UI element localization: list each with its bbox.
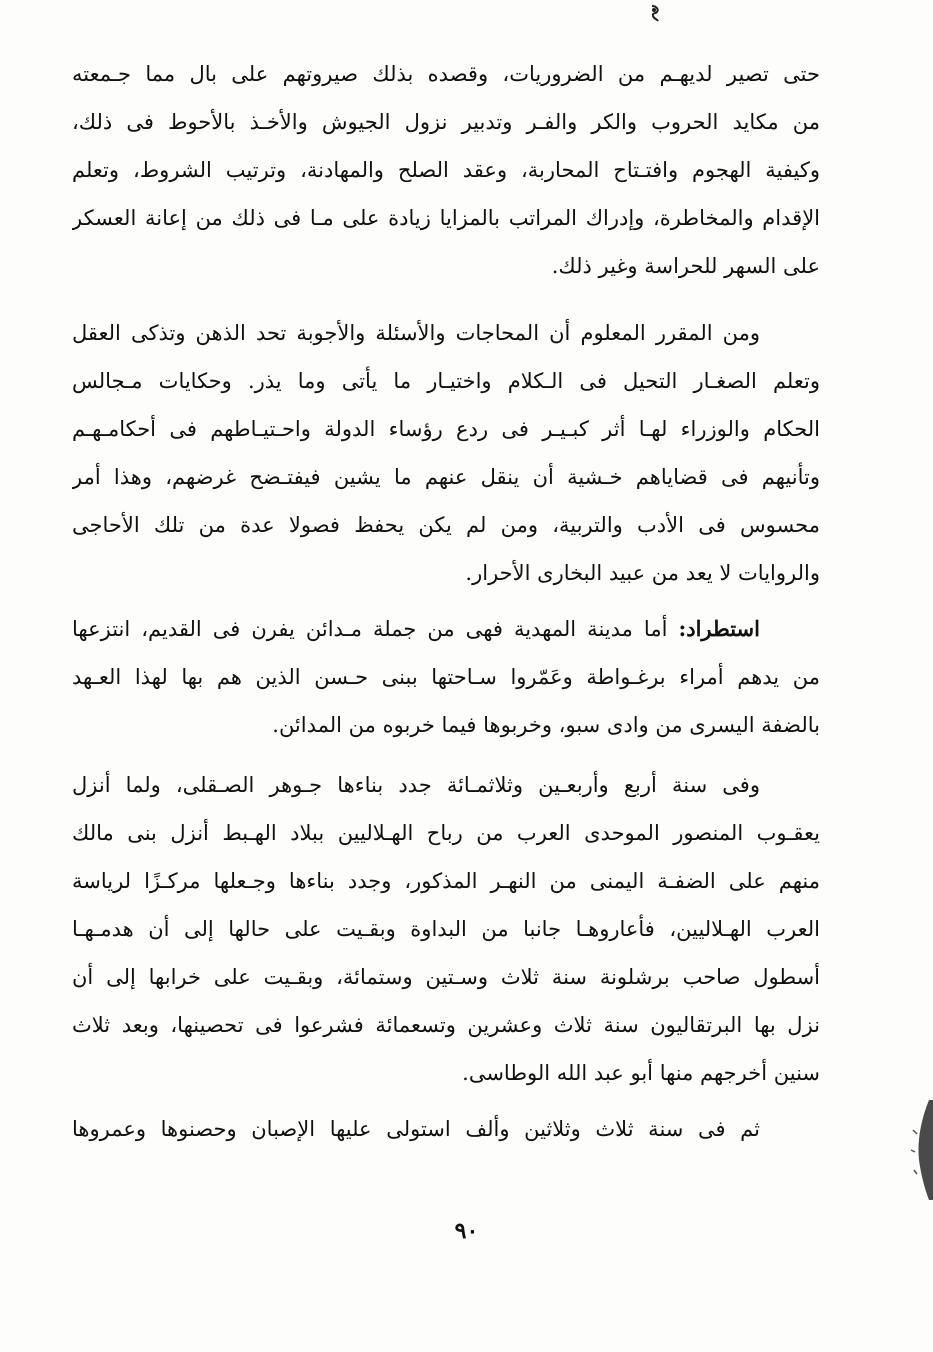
text-line: الإقدام والمخاطرة، وإدراك المراتب بالمزايا زيادة على مـا فى ذلك من إعانة العسكر (72, 206, 820, 230)
paragraph-3 (72, 610, 820, 754)
paragraph-2 (72, 314, 820, 602)
text-line: حتى تصير لديهـم من الضروريات، وقصده بذلك صيروتهم على بال مما جـمعته (72, 62, 820, 86)
paragraph-4 (72, 766, 820, 1102)
text-line: يعقـوب المنصور الموحدى العرب من رباح الهـلاليين ببلاد الهـبط أنزل بنى مالك (72, 821, 820, 845)
ink-mark-icon (648, 4, 662, 22)
text-line: بالضفة اليسرى من وادى سبو، وخربوها فيما خربوه من المدائن. (272, 713, 820, 737)
text-line: من يدهم أمراء برغـواطة وعَمّروا سـاحتها ببنى حـسن الذين هم بها لهذا العـهد (72, 665, 820, 689)
text-line: ومن المقرر المعلوم أن المحاجات والأسئلة والأجوبة تحد الذهن وتذكى العقل (72, 321, 760, 345)
text-line: أسطول صاحب برشلونة سنة ثلاث وسـتين وستمائة، وبقـيت على خرابها إلى أن (72, 965, 820, 989)
text-line: منهم على الضفـة اليمنى من النهـر المذكور، وجدد بناءها وجـعلها مركـزًا لرياسة (72, 869, 820, 893)
text-line (72, 610, 820, 658)
text-line: ثم فى سنة ثلاث وثلاثين وألف استولى عليها الإصبان وحصنوها وعمروها (72, 1117, 760, 1141)
text-line: سنين أخرجهم منها أبو عبد الله الوطاسى. (462, 1061, 820, 1085)
text-line: العرب الهـلاليين، فأعاروهـا جانبا من البداوة وبقـيت على حالها إلى أن هدمـهـا (72, 917, 820, 941)
text-line: وتعلم الصغـار التحيل فى الـكلام واختيـار ما يأتى وما يذر. وحكايات مـجالس (72, 369, 820, 393)
text-line-continuation: أما مدينة المهدية فهى من جملة مـدائن يفرن فى القديم، انتزعها (72, 617, 679, 641)
text-line: الحكام والوزراء لهـا أثر كبـيـر فى ردع رؤساء الدولة واحـتيـاطهم فى أحكامـهـم (72, 417, 820, 441)
digression-heading: استطراد: (678, 616, 760, 641)
text-line: نزل بها البرتقاليون سنة ثلاث وعشرين وتسعمائة فشرعوا فى تحصينها، وبعد ثلاث (72, 1013, 820, 1037)
text-line: والروايات لا يعد من عبيد البخارى الأحرار. (465, 561, 820, 585)
binding-shadow-icon (899, 1100, 933, 1200)
text-line: وفى سنة أربع وأربعـين وثلاثمـائة جدد بناءها جـوهر الصـقلى، ولما أنزل (72, 773, 760, 797)
page-number: ٩٠ (454, 1218, 479, 1244)
paragraph-5 (72, 1110, 820, 1158)
text-line: من مكايد الحروب والكر والفـر وتدبير نزول الجيوش والأخـذ بالأحوط فى ذلك، (72, 110, 820, 134)
text-line: وتأنيهم فى قضاياهم خـشية أن ينقل عنهم ما يشين فيفتـضح غرضهم، وهذا أمر (72, 465, 820, 489)
text-line: وكيفية الهجوم وافتـتاح المحاربة، وعقد الصلح والمهادنة، وترتيب الشروط، وتعلم (72, 158, 820, 182)
text-line: محسوس فى الأدب والتربية، ومن لم يكن يحفظ فصولا عدة من تلك الأحاجى (72, 513, 820, 537)
paragraph-1 (72, 55, 820, 295)
text-line: على السهر للحراسة وغير ذلك. (551, 254, 820, 278)
